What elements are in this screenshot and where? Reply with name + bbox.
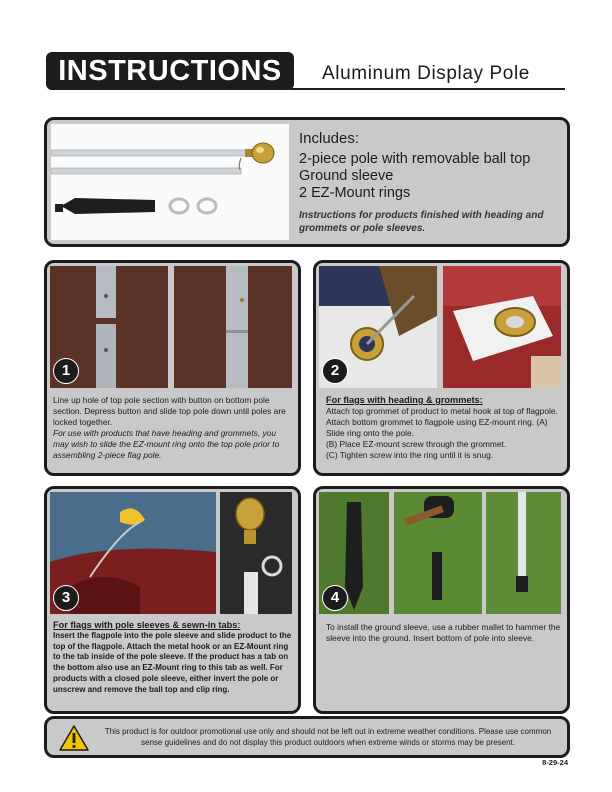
page-title: INSTRUCTIONS (46, 52, 294, 90)
product-subtitle: Aluminum Display Pole (322, 63, 530, 84)
includes-item: Ground sleeve (299, 168, 394, 184)
step-3-body: Insert the flagpole into the pole sleeve and slide product to the top of the flagpole. Attach the metal hook or an EZ-Mount ring to the tab inside of the pole sleeve. If the product has a tab on the bottom also use an EZ-Mount ring to this tab as well. For products with a closed pole sleeve, either invert the pole or unscrew and remove the ball top and clip ring. (53, 630, 292, 694)
step-3-panel (44, 486, 301, 714)
step-3-photo-b (220, 492, 292, 614)
warning-panel (44, 716, 570, 758)
step-1-number: 1 (53, 358, 79, 384)
includes-panel (44, 117, 570, 247)
step-2-heading: For flags with heading & grommets: (326, 395, 483, 405)
includes-note: Instructions for products finished with heading and grommets or pole sleeves. (299, 210, 544, 234)
step-2-body-b: (B) Place EZ-mount screw through the grommet. (326, 439, 507, 449)
product-components-photo (51, 124, 289, 240)
step-4-photo-b (394, 492, 482, 614)
step-2-body-c: (C) Tighten screw into the ring until it is snug. (326, 450, 494, 460)
step-2-panel (313, 260, 570, 476)
step-4-text (326, 622, 566, 644)
warning-text: This product is for outdoor promotional use only and should not be left out in extreme weather conditions. Please use common sense guidelines and do not display this product outdoors when extreme winds or storms may be present. (104, 727, 552, 747)
step-2-photo-b (443, 266, 561, 388)
step-1-body: Line up hole of top pole section with button on bottom pole section. Depress button and slide top pole down until poles are locked together. (53, 395, 286, 427)
step-3-text (53, 620, 293, 696)
step-4-panel (313, 486, 570, 714)
step-1-italic-note: For use with products that have heading and grommets, you may wish to slide the EZ-mount ring onto the top pole prior to assembling 2-piece flag pole. (53, 428, 280, 460)
warning-triangle-icon (59, 725, 89, 751)
revision-date: 8-29-24 (542, 758, 568, 767)
step-4-number: 4 (322, 585, 348, 611)
includes-item: 2 EZ-Mount rings (299, 185, 411, 201)
step-2-number: 2 (322, 358, 348, 384)
step-1-text (53, 395, 293, 461)
step-2-text (326, 395, 566, 461)
step-1-panel (44, 260, 301, 476)
header-rule (290, 88, 565, 90)
includes-title: Includes: (299, 130, 360, 147)
includes-item: 2-piece pole with removable ball top (299, 151, 531, 167)
step-1-photo-b (174, 266, 292, 388)
step-4-body: To install the ground sleeve, use a rubber mallet to hammer the sleeve into the ground. Insert bottom of pole into sleeve. (326, 622, 561, 643)
step-3-heading: For flags with pole sleeves & sewn-in tabs: (53, 620, 241, 630)
step-2-body: Attach top grommet of product to metal hook at top of flagpole. Attach bottom grommet to flagpole using EZ-mount ring. (A) Slide ring onto the pole. (326, 406, 558, 438)
step-3-number: 3 (53, 585, 79, 611)
step-4-photo-c (486, 492, 561, 614)
